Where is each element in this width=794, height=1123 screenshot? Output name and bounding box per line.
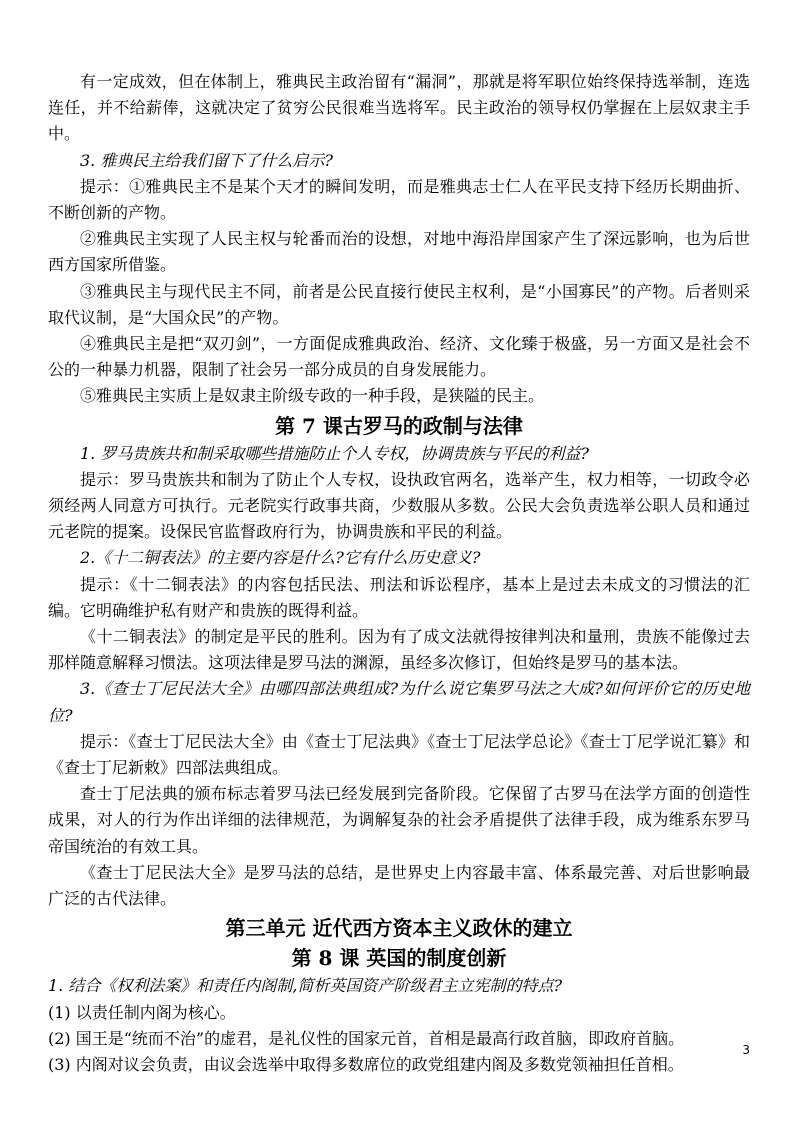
question-text: 2.《十二铜表法》的主要内容是什么?它有什么历史意义? [80,548,481,568]
page-number: 3 [742,1043,750,1057]
answer-paragraph: 提示：《十二铜表法》的内容包括民法、刑法和诉讼程序，基本上是过去未成文的习惯法的汇编。它明确维护私有财产和贵族的既得利益。 [48,574,750,620]
answer-paragraph: 提示：《查士丁尼民法大全》由《查士丁尼法典》《查士丁尼法学总论》《查士丁尼学说汇纂》和《查士丁尼新敕》四部法典组成。 [48,731,750,778]
answer-paragraph: 《查士丁尼民法大全》是罗马法的总结，是世界史上内容最丰富、体系最完善、对后世影响最广泛的古代法律。 [48,862,750,909]
unit-title: 第三单元 近代西方资本主义政休的建立 [225,916,573,941]
list-item: (3) 内阁对议会负责，由议会选举中取得多数席位的政党组建内阁及多数党领袖担任首相。 [48,1054,684,1074]
continued-paragraph: 有一定成效，但在体制上，雅典民主政治留有“漏洞”，那就是将军职位始终保持选举制，连选连任，并不给薪俸，这就决定了贫穷公民很难当选将军。民主政治的领导权仍掌握在上层奴隶主手中。 [48,72,750,144]
question-text: 3.《查士丁尼民法大全》由哪四部法典组成?为什么说它集罗马法之大成?如何评价它的历史地位? [48,679,750,725]
answer-paragraph: 查士丁尼法典的颁布标志着罗马法已经发展到完备阶段。它保留了古罗马在法学方面的创造性成果，对人的行为作出详细的法律规范，为调解复杂的社会矛盾提供了法律手段，成为维系东罗马帝国统治的有效工具。 [48,784,750,856]
page-content [48,69,750,1078]
lesson-title: 第 7 课古罗马的政制与法律 [275,413,523,438]
list-item: (1) 以责任制内阁为核心。 [48,1002,236,1022]
question-text: 1. 结合《权利法案》和责任内阁制,简析英国资产阶级君主立宪制的特点? [48,976,563,996]
answer-paragraph: 提示：①雅典民主不是某个天才的瞬间发明，而是雅典志士仁人在平民支持下经历长期曲折、不断创新的产物。 [48,176,750,223]
question-text: 3. 雅典民主给我们留下了什么启示? [80,150,333,170]
answer-paragraph: 提示：罗马贵族共和制为了防止个人专权，设执政官两名，选举产生，权力相等，一切政令必须经两人同意方可执行。元老院实行政事共商，少数服从多数。公民大会负责选举公职人员和通过元老院的提案。设保民官监督政府行为，协调贵族和平民的利益。 [48,469,750,542]
list-item: (2) 国王是“统而不治”的虚君，是礼仪性的国家元首，首相是最高行政首脑，即政府首脑。 [48,1028,685,1048]
answer-paragraph: ③雅典民主与现代民主不同，前者是公民直接行使民主权利，是“小国寡民”的产物。后者则采取代议制，是“大国众民”的产物。 [48,281,750,327]
answer-paragraph: ④雅典民主是把“双刃剑”，一方面促成雅典政治、经济、文化臻于极盛，另一方面又是社会不公的一种暴力机器，限制了社会另一部分成员的自身发展能力。 [48,334,750,380]
answer-paragraph: ⑤雅典民主实质上是奴隶主阶级专政的一种手段，是狭隘的民主。 [80,386,545,406]
lesson-title: 第 8 课 英国的制度创新 [291,946,507,971]
question-text: 1. 罗马贵族共和制采取哪些措施防止个人专权，协调贵族与平民的利益? [80,443,589,463]
answer-paragraph: ②雅典民主实现了人民主权与轮番而治的设想，对地中海沿岸国家产生了深远影响，也为后世西方国家所借鉴。 [48,229,750,275]
answer-paragraph: 《十二铜表法》的制定是平民的胜利。因为有了成文法就得按律判决和量刑，贵族不能像过去那样随意解释习惯法。这项法律是罗马法的渊源，虽经多次修订，但始终是罗马的基本法。 [48,627,750,673]
